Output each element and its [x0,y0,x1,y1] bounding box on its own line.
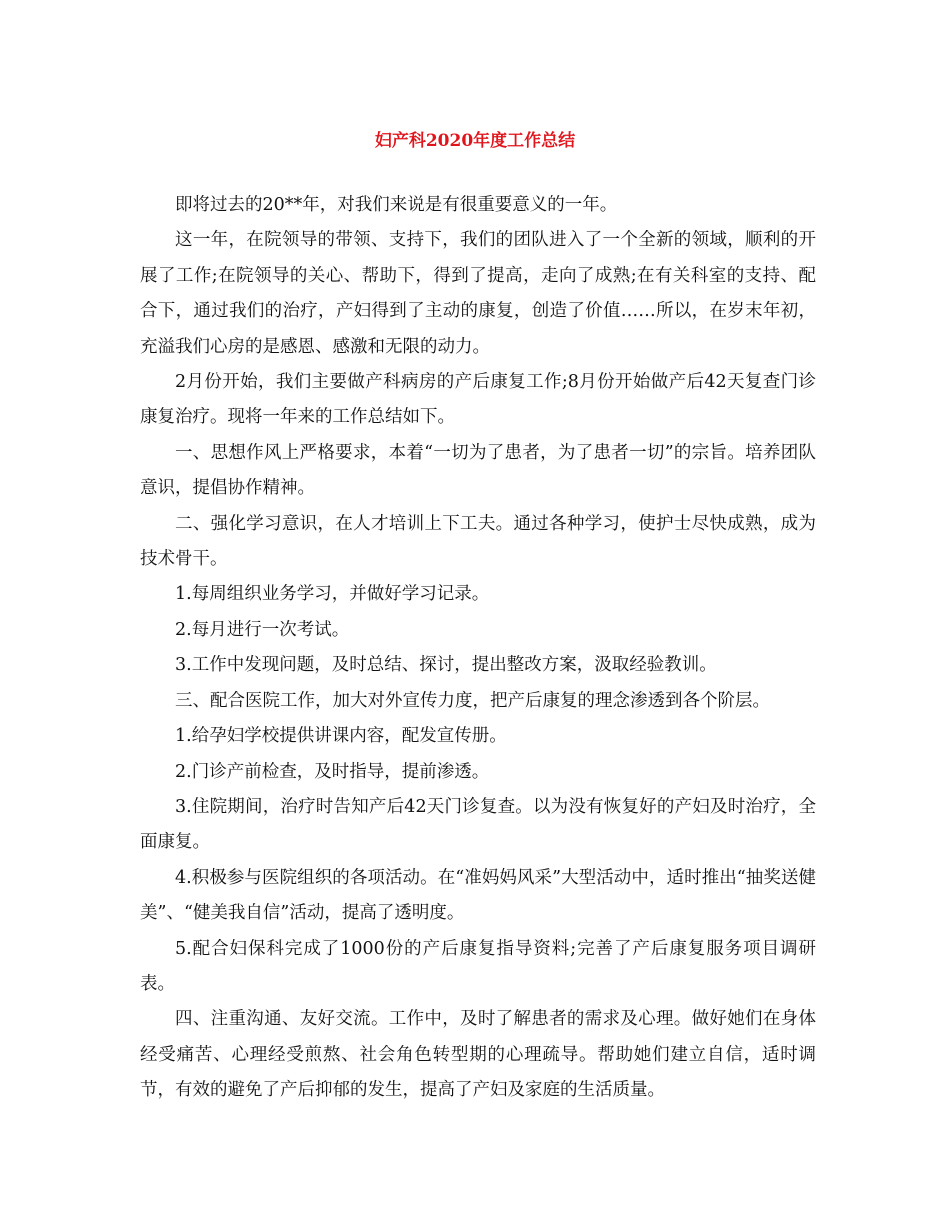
paragraph: 二、强化学习意识，在人才培训上下工夫。通过各种学习，使护士尽快成熟，成为技术骨干。 [140,513,816,570]
list-item: 2.每月进行一次考试。 [175,619,350,640]
list-item: 1.给孕妇学校提供讲课内容，配发宣传册。 [175,726,507,747]
document-title: 妇产科2020年度工作总结 [374,131,576,151]
list-item: 4.积极参与医院组织的各项活动。在“准妈妈风采”大型活动中，适时推出“抽奖送健美”、“健美我自信”活动，提高了透明度。 [140,867,816,924]
paragraph: 即将过去的20**年，对我们来说是有很重要意义的一年。 [175,195,618,215]
list-item: 1.每周组织业务学习，并做好学习记录。 [175,584,490,605]
document-body [140,188,816,1109]
paragraph: 一、思想作风上严格要求，本着“一切为了患者，为了患者一切”的宗旨。培养团队意识，提倡协作精神。 [140,442,816,499]
list-item: 3.工作中发现问题，及时总结、探讨，提出整改方案，汲取经验教训。 [175,655,717,676]
list-item: 5.配合妇保科完成了1000份的产后康复指导资料;完善了产后康复服务项目调研表。 [140,938,816,994]
paragraph: 四、注重沟通、友好交流。工作中，及时了解患者的需求及心理。做好她们在身体经受痛苦、心理经受煎熬、社会角色转型期的心理疏导。帮助她们建立自信，适时调节，有效的避免了产后抑郁的发生，提高了产妇及家庭的生活质量。 [140,1009,816,1101]
paragraph: 这一年，在院领导的带领、支持下，我们的团队进入了一个全新的领域，顺利的开展了工作;在院领导的关心、帮助下，得到了提高，走向了成熟;在有关科室的支持、配合下，通过我们的治疗，产妇得到了主动的康复，创造了价值……所以，在岁末年初，充溢我们心房的是感恩、感激和无限的动力。 [140,230,816,357]
list-item: 2.门诊产前检查，及时指导，提前渗透。 [175,761,490,782]
paragraph: 三、配合医院工作，加大对外宣传力度，把产后康复的理念渗透到各个阶层。 [175,690,770,711]
list-item: 3.住院期间，治疗时告知产后42天门诊复查。以为没有恢复好的产妇及时治疗，全面康复。 [140,796,816,853]
paragraph: 2月份开始，我们主要做产科病房的产后康复工作;8月份开始做产后42天复查门诊康复治疗。现将一年来的工作总结如下。 [140,372,816,428]
